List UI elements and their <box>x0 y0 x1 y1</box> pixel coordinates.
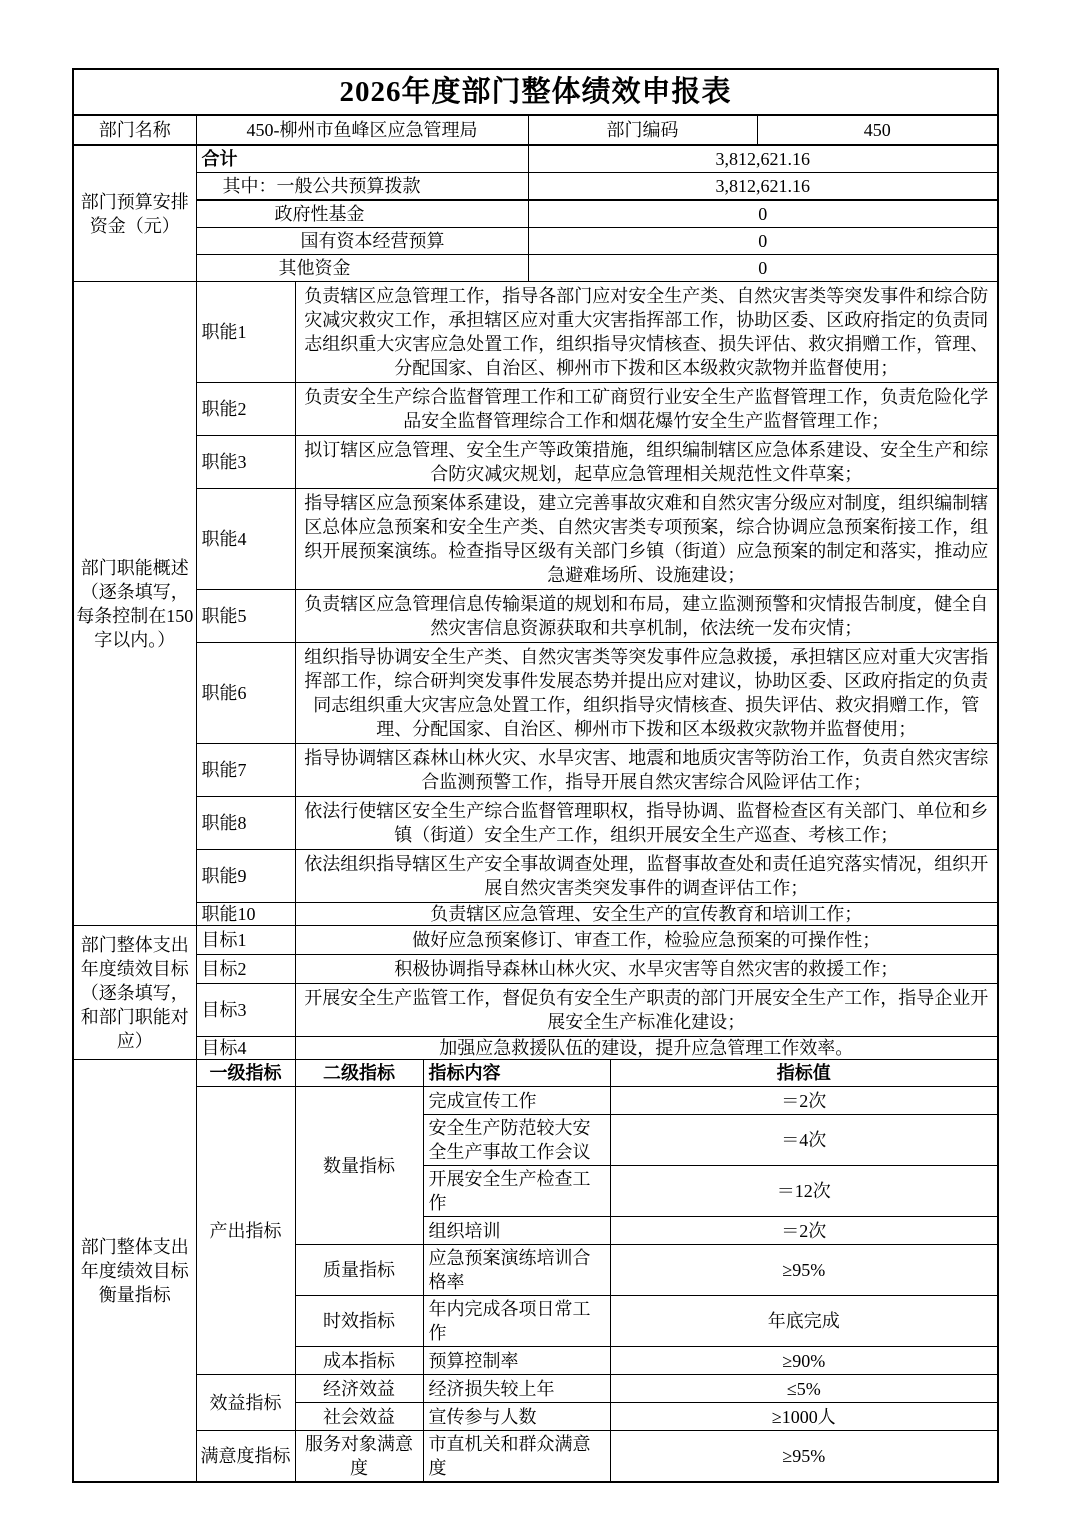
function-row <box>73 797 998 850</box>
function-index: 职能4 <box>196 489 295 590</box>
budget-item-value: 0 <box>528 228 998 255</box>
budget-section-label: 部门预算安排资金（元） <box>73 145 196 282</box>
function-content: 指导辖区应急预案体系建设，建立完善事故灾难和自然灾害分级应对制度，组织编制辖区总体应急预案和安全生产类、自然灾害类专项预案，综合协调应急预案衔接工作，组织开展预案演练。检查指导区级有关部门乡镇（街道）应急预案的制定和落实，推动应急避难场所、设施建设； <box>295 489 998 590</box>
function-row <box>73 282 998 383</box>
budget-item-value: 3,812,621.16 <box>528 173 998 201</box>
indicator-value: ＝2次 <box>610 1217 998 1245</box>
function-index: 职能5 <box>196 590 295 643</box>
goal-row <box>73 955 998 984</box>
function-content: 负责安全生产综合监督管理工作和工矿商贸行业安全生产监督管理工作，负责危险化学品安全监督管理综合工作和烟花爆竹安全生产监督管理工作； <box>295 383 998 436</box>
indicator-value: ＝2次 <box>610 1087 998 1115</box>
page-title: 2026年度部门整体绩效申报表 <box>73 69 998 115</box>
indicator-content: 组织培训 <box>423 1217 610 1245</box>
function-row <box>73 850 998 903</box>
functions-section-label: 部门职能概述（逐条填写，每条控制在150字以内。） <box>73 282 196 926</box>
function-content: 负责辖区应急管理、安全生产的宣传教育和培训工作； <box>295 903 998 926</box>
indicator-level2: 社会效益 <box>295 1403 423 1431</box>
indicator-level1: 产出指标 <box>196 1087 295 1375</box>
function-index: 职能2 <box>196 383 295 436</box>
indicator-value: ＝12次 <box>610 1166 998 1217</box>
budget-row <box>73 173 998 201</box>
function-content: 依法组织指导辖区生产安全事故调查处理，监督事故查处和责任追究落实情况，组织开展自然灾害类突发事件的调查评估工作； <box>295 850 998 903</box>
indicator-header-level1: 一级指标 <box>196 1060 295 1087</box>
indicator-level1: 效益指标 <box>196 1375 295 1431</box>
budget-item-value: 3,812,621.16 <box>528 145 998 173</box>
budget-row <box>73 228 998 255</box>
indicator-content: 应急预案演练培训合格率 <box>423 1245 610 1296</box>
goal-row <box>73 1037 998 1060</box>
indicator-value: ＝4次 <box>610 1115 998 1166</box>
function-row <box>73 489 998 590</box>
function-index: 职能3 <box>196 436 295 489</box>
indicators-section-label: 部门整体支出年度绩效目标衡量指标 <box>73 1060 196 1483</box>
function-content: 组织指导协调安全生产类、自然灾害类等突发事件应急救援，承担辖区应对重大灾害指挥部工作，综合研判突发事件发展态势并提出应对建议，协助区委、区政府指定的负责同志组织重大灾害应急处置工作，组织指导灾情核查、损失评估、救灾捐赠工作，管理、分配国家、自治区、柳州市下拨和区本级救灾款物并监督使用； <box>295 643 998 744</box>
function-row <box>73 643 998 744</box>
function-content: 依法行使辖区安全生产综合监督管理职权，指导协调、监督检查区有关部门、单位和乡镇（街道）安全生产工作，组织开展安全生产巡查、考核工作； <box>295 797 998 850</box>
indicator-header-content: 指标内容 <box>423 1060 610 1087</box>
budget-item-label: 政府性基金 <box>196 200 528 228</box>
goal-index: 目标1 <box>196 926 295 955</box>
indicator-level2: 成本指标 <box>295 1347 423 1375</box>
goal-content: 积极协调指导森林山林火灾、水旱灾害等自然灾害的救援工作； <box>295 955 998 984</box>
dept-code-label: 部门编码 <box>528 115 757 145</box>
indicator-row <box>73 1375 998 1403</box>
budget-item-label: 合计 <box>196 145 528 173</box>
function-row <box>73 744 998 797</box>
goal-content: 加强应急救援队伍的建设，提升应急管理工作效率。 <box>295 1037 998 1060</box>
goal-index: 目标3 <box>196 984 295 1037</box>
dept-name-value: 450-柳州市鱼峰区应急管理局 <box>196 115 528 145</box>
function-row <box>73 903 998 926</box>
indicator-content: 安全生产防范较大安全生产事故工作会议 <box>423 1115 610 1166</box>
function-index: 职能9 <box>196 850 295 903</box>
dept-row <box>73 115 998 145</box>
indicator-content: 年内完成各项日常工作 <box>423 1296 610 1347</box>
function-row <box>73 436 998 489</box>
function-index: 职能6 <box>196 643 295 744</box>
indicator-level2: 服务对象满意度 <box>295 1431 423 1483</box>
indicator-content: 宣传参与人数 <box>423 1403 610 1431</box>
goal-row <box>73 984 998 1037</box>
indicator-header-level2: 二级指标 <box>295 1060 423 1087</box>
indicator-value: ≥95% <box>610 1431 998 1483</box>
indicator-level2: 数量指标 <box>295 1087 423 1245</box>
indicator-header-row <box>73 1060 998 1087</box>
goal-index: 目标4 <box>196 1037 295 1060</box>
budget-item-label: 其他资金 <box>196 255 528 282</box>
budget-item-value: 0 <box>528 255 998 282</box>
function-index: 职能1 <box>196 282 295 383</box>
budget-row <box>73 255 998 282</box>
indicator-value: ≥1000人 <box>610 1403 998 1431</box>
function-index: 职能8 <box>196 797 295 850</box>
indicator-header-value: 指标值 <box>610 1060 998 1087</box>
indicator-content: 开展安全生产检查工作 <box>423 1166 610 1217</box>
indicator-content: 经济损失较上年 <box>423 1375 610 1403</box>
indicator-content: 完成宣传工作 <box>423 1087 610 1115</box>
budget-item-label: 其中：一般公共预算拨款 <box>196 173 528 201</box>
function-content: 负责辖区应急管理工作，指导各部门应对安全生产类、自然灾害类等突发事件和综合防灾减灾救灾工作，承担辖区应对重大灾害指挥部工作，协助区委、区政府指定的负责同志组织重大灾害应急处置工作，组织指导灾情核查、损失评估、救灾捐赠工作，管理、分配国家、自治区、柳州市下拨和区本级救灾款物并监督使用； <box>295 282 998 383</box>
budget-row <box>73 200 998 228</box>
indicator-value: ≥90% <box>610 1347 998 1375</box>
function-content: 指导协调辖区森林山林火灾、水旱灾害、地震和地质灾害等防治工作，负责自然灾害综合监测预警工作，指导开展自然灾害综合风险评估工作； <box>295 744 998 797</box>
indicator-value: ≤5% <box>610 1375 998 1403</box>
dept-code-value: 450 <box>757 115 998 145</box>
indicator-value: 年底完成 <box>610 1296 998 1347</box>
indicator-content: 市直机关和群众满意度 <box>423 1431 610 1483</box>
goal-content: 做好应急预案修订、审查工作，检验应急预案的可操作性； <box>295 926 998 955</box>
function-row <box>73 383 998 436</box>
function-content: 拟订辖区应急管理、安全生产等政策措施，组织编制辖区应急体系建设、安全生产和综合防灾减灾规划，起草应急管理相关规范性文件草案； <box>295 436 998 489</box>
goal-content: 开展安全生产监管工作，督促负有安全生产职责的部门开展安全生产工作，指导企业开展安全生产标准化建设； <box>295 984 998 1037</box>
goal-row <box>73 926 998 955</box>
indicator-level2: 经济效益 <box>295 1375 423 1403</box>
goals-section-label: 部门整体支出年度绩效目标（逐条填写，和部门职能对应） <box>73 926 196 1060</box>
dept-name-label: 部门名称 <box>73 115 196 145</box>
indicator-row <box>73 1431 998 1483</box>
indicator-level2: 质量指标 <box>295 1245 423 1296</box>
function-index: 职能10 <box>196 903 295 926</box>
budget-row <box>73 145 998 173</box>
indicator-value: ≥95% <box>610 1245 998 1296</box>
indicator-level2: 时效指标 <box>295 1296 423 1347</box>
performance-declaration-form <box>72 68 999 1483</box>
indicator-level1: 满意度指标 <box>196 1431 295 1483</box>
title-row <box>73 69 998 115</box>
budget-item-value: 0 <box>528 200 998 228</box>
indicator-content: 预算控制率 <box>423 1347 610 1375</box>
goal-index: 目标2 <box>196 955 295 984</box>
budget-item-label: 国有资本经营预算 <box>196 228 528 255</box>
indicator-row <box>73 1087 998 1115</box>
function-index: 职能7 <box>196 744 295 797</box>
form-table <box>72 68 999 1483</box>
function-row <box>73 590 998 643</box>
function-content: 负责辖区应急管理信息传输渠道的规划和布局，建立监测预警和灾情报告制度，健全自然灾害信息资源获取和共享机制，依法统一发布灾情； <box>295 590 998 643</box>
